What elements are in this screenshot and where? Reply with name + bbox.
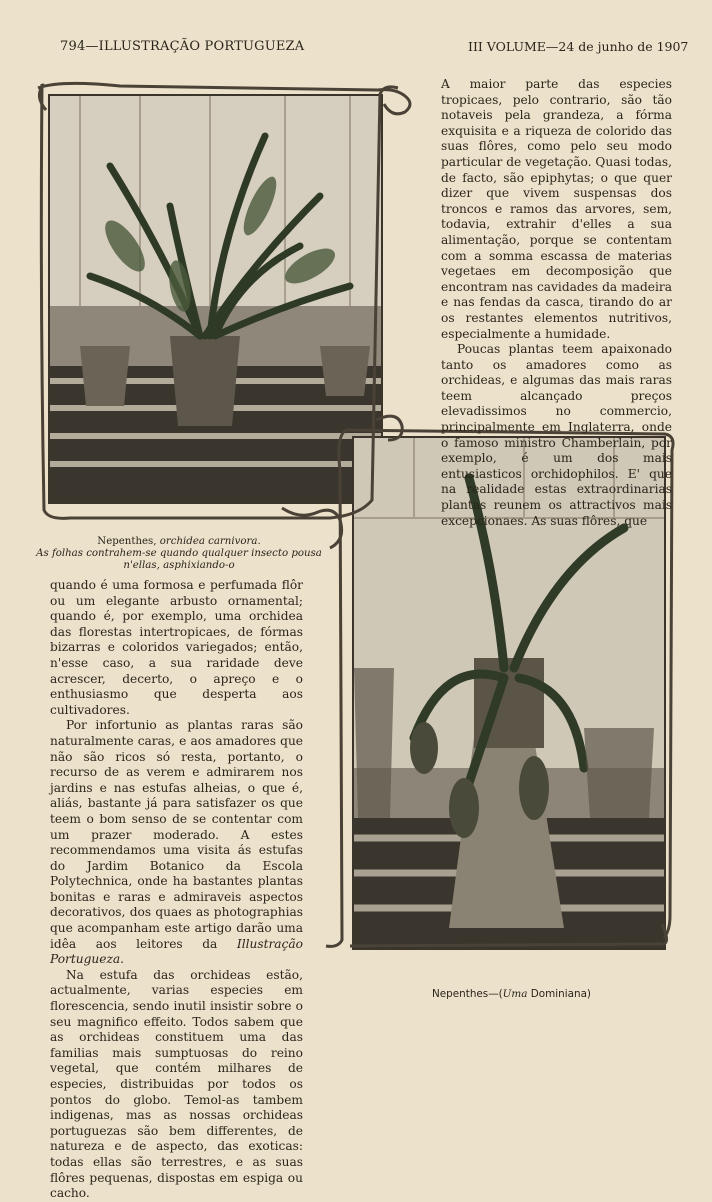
article-text-left-column [50,578,303,1202]
caption-subtitle: orchidea carnivora. [159,536,261,547]
caption-variety: Dominiana) [527,988,591,1000]
paragraph: A maior parte das especies tropicaes, pelo contrario, são tão notaveis pela grandeza, a fórma exquisita e a riqueza de colorido das suas flôres, como pelo seu modo particular de vegetação. Quasi todas, de facto, são epiphytas; o que quer dizer que vivem suspensas dos troncos e ramos das arvores, sem, todavia, extrahir d'elles a sua alimentação, porque se contentam com a somma escassa de materias vegetaes em decomposição que encontram nas cavidades da madeira e nas fendas da casca, tirando do ar os restantes elementos nutritivos, especialmente a humidade. [441,77,672,341]
magazine-title-italic: Illustração Portugueza. [50,936,304,967]
paragraph: Na estufa das orchideas estão, actualmente, varias especies em florescencia, sendo inutil insistir sobre o seu magnifico effeito. Todos sabem que as orchideas constituem uma das familias mais sumptuosas do reino vegetal, que contém milhares de especies, distribuidas por todos os pontos do globo. Temol-as tambem indigenas, mas as nossas orchideas portuguezas são bem differentes, de natureza e de aspecto, das exoticas: todas ellas são terrestres, e as suas flôres pequenas, dispostas em espiga ou cacho. [50,967,303,1201]
caption-species: Nepenthes—( [432,988,503,1000]
paragraph-text: Por infortunio as plantas raras são naturalmente caras, e aos amadores que não são ricos só resta, portanto, o recurso de as verem e admirarem nos jardins e nas estufas alheias, o que é, aliás, bastante já para satisfazer os que teem o bom senso de se contentar com um prazer moderado. A estes recommendamos uma visita ás estufas do Jardim Botanico da Escola Polytechnica, onde ha bastantes plantas bonitas e raras e admiraveis aspectos decorativos, dos quaes as photographias que acompanham este artigo darão uma idêa aos leitores da [50,718,303,951]
photo-caption-2 [432,988,612,1000]
page-header-date: III VOLUME—24 de junho de 1907 [468,39,689,54]
caption-variety-italic: Uma [502,988,528,1000]
article-text-right-column [441,77,672,529]
caption-description-cont: n'ellas, asphixiando-o [123,559,235,571]
paragraph [50,718,303,968]
paragraph: quando é uma formosa e perfumada flôr ou um elegante arbusto ornamental; quando é, por exemplo, uma orchidea das florestas intertropicaes, de fórmas bizarras e coloridos variegados; então, n'esse caso, a sua raridade deve acrescer, decerto, o apreço e o enthusiasmo que desperta aos cultivadores. [50,578,303,717]
caption-description: As folhas contrahem-se quando qualquer insecto pousa [36,547,322,559]
paragraph: Poucas plantas teem apaixonado tanto os amadores como as orchideas, e algumas das mais raras teem alcançado preços elevadissimos no commercio, principalmente em Inglaterra, onde o famoso ministro Chamberlain, por exemplo, é um dos mais entusiasticos orchidophilos. E' que na realidade estas extraordinarias plantas reunem os attractivos mais excepcionaes. As suas flôres, que [441,342,672,528]
page-header-title: 794—ILLUSTRAÇÃO PORTUGUEZA [60,39,305,54]
photo-caption-1 [32,536,326,571]
caption-species: Nepenthes, [97,536,157,547]
